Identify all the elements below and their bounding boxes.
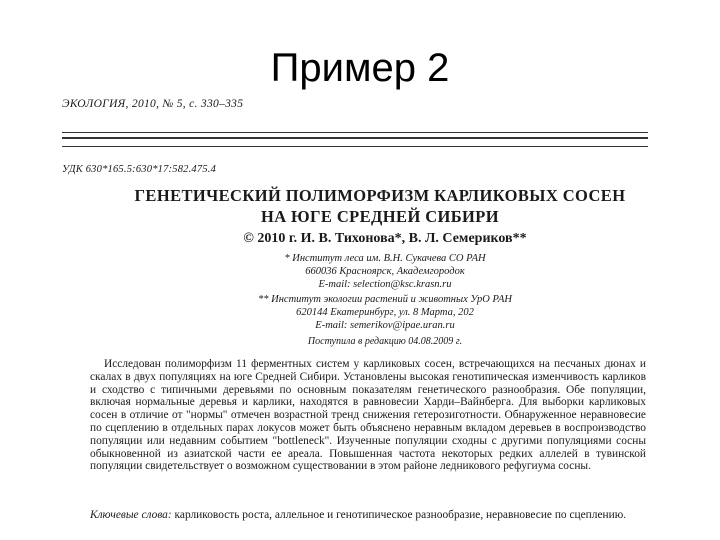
abstract: Исследован полиморфизм 11 ферментных систем у карликовых сосен, встречающихся на песчаных дюнах и скалах в двух популяциях на юге Средней Сибири. Установлены высокая генотипическая изменчивость карликов и сходство с типичными деревьями по основным показателям генетического разнообразия. Обе популяции, включая нормальные деревья и карлики, находятся в равновесии Харди–Вайнберга. Для выборки карликовых сосен в отличие от "нормы" отмечен возрастной тренд снижения гетерозиготности. Обнаруженное неравновесие по сцеплению в отдельных парах локусов может быть объяснено неравным вкладом деревьев в воспроизводство популяции или недавним событием "bottleneck". Изученные популяции сходны с другими популяциями сосны обыкновенной из азиатской части ее ареала. Повышенная частота некоторых редких аллелей в тувинской популяции свидетельствует о возможном существовании в этом районе ледникового рефугиума сосны. <box>90 358 646 473</box>
slide-title: Пример 2 <box>270 46 450 90</box>
journal-reference: ЭКОЛОГИЯ, 2010, № 5, с. 330–335 <box>62 98 244 110</box>
affiliation-line: ** Институт экологии растений и животных УрО РАН <box>258 294 512 305</box>
header-rule <box>62 132 648 133</box>
affiliation-line: 660036 Красноярск, Академгородок <box>305 266 465 277</box>
scanned-article <box>60 96 660 528</box>
keywords <box>90 509 646 522</box>
affiliation-email: E-mail: semerikov@ipae.uran.ru <box>315 320 455 331</box>
keywords-text: карликовость роста, аллельное и генотипическое разнообразие, неравновесие по сцеплению. <box>171 509 627 521</box>
header-rule <box>62 137 648 139</box>
affiliation-email: E-mail: selection@ksc.krasn.ru <box>318 279 452 290</box>
keywords-label: Ключевые слова: <box>90 509 172 521</box>
affiliation-line: 620144 Екатеринбург, ул. 8 Марта, 202 <box>296 307 474 318</box>
affiliation-line: * Институт леса им. В.Н. Сукачева СО РАН <box>284 253 486 264</box>
header-rule <box>62 146 648 147</box>
udk-code: УДК 630*165.5:630*17:582.475.4 <box>62 164 217 175</box>
article-title-line: ГЕНЕТИЧЕСКИЙ ПОЛИМОРФИЗМ КАРЛИКОВЫХ СОСЕН <box>134 186 626 205</box>
authors: © 2010 г. И. В. Тихонова*, В. Л. Семериков** <box>243 231 527 246</box>
received-date: Поступила в редакцию 04.08.2009 г. <box>307 336 463 347</box>
article-title-line: НА ЮГЕ СРЕДНЕЙ СИБИРИ <box>260 207 500 226</box>
